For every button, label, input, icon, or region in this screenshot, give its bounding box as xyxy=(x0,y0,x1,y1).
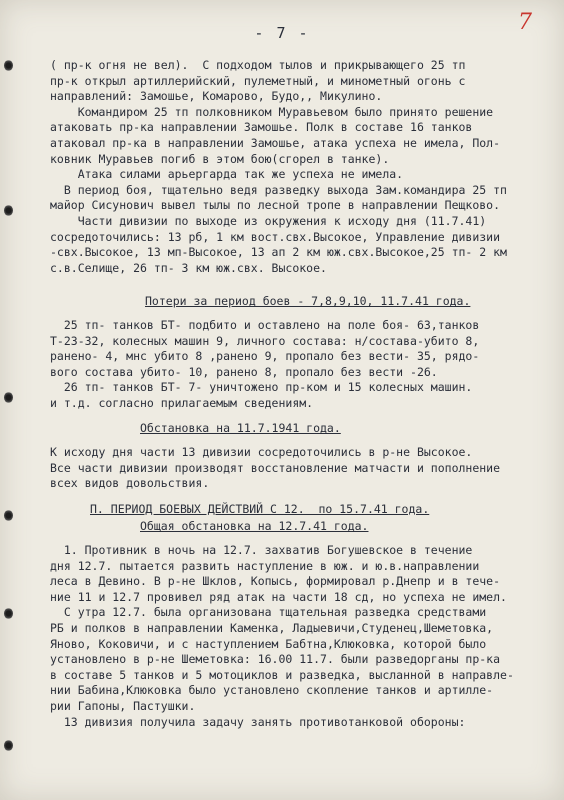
text-line: ние 11 и 12.7 провивел ряд атак на части 18 сд, но успеха не имел. xyxy=(50,589,507,604)
text-line: ранено- 4, мнс убито 8 ,ранено 9, пропало без вести- 35, рядо- xyxy=(50,349,480,364)
heading-situation: Обстановка на 11.7.1941 года. xyxy=(140,421,341,436)
heading-section-2: П. ПЕРИОД БОЕВЫХ ДЕЙСТВИЙ С 12. по 15.7.41 года. xyxy=(90,501,430,516)
heading-general-situation: Общая обстановка на 12.7.41 года. xyxy=(140,519,369,534)
text-line: атаковать пр-ка направлении Замошье. Полк в составе 16 танков xyxy=(50,120,473,135)
text-line: леса в Девино. В р-не Шклов, Копысь, формировал р.Днепр и в тече- xyxy=(50,574,501,589)
text-line: Части дивизии по выходе из окружения к исходу дня (11.7.41) xyxy=(50,213,487,228)
text-line: направлений: Замошье, Комарово, Будо,, Микулино. xyxy=(50,89,383,104)
archive-number-handwritten: 7 xyxy=(518,10,532,35)
text-line: С утра 12.7. была организована тщательная разведка средствами xyxy=(50,605,487,620)
text-line: ( пр-к огня не вел). С подходом тылов и прикрывающего 25 тп xyxy=(50,58,466,72)
text-line: сосредоточились: 13 рб, 1 км вост.свх.Высокое, Управление дивизии xyxy=(50,229,501,244)
text-line: пр-к открыл артиллерийский, пулеметный, и минометный огонь с xyxy=(50,73,466,88)
text-line: В период боя, тщательно ведя разведку выхода Зам.командира 25 тп xyxy=(50,182,507,197)
paragraph-block-1 xyxy=(50,58,544,276)
text-line: вого состава убито- 10, ранено 8, пропало без вести -26. xyxy=(50,364,438,379)
text-line: дня 12.7. пытается развить наступление в юж. и ю.в.направлении xyxy=(50,558,480,573)
text-line: майор Сисунович вывел тылы по лесной тропе в направлении Пещково. xyxy=(50,198,501,213)
binding-hole xyxy=(4,510,13,521)
text-line: нии Бабина,Клюковка было установлено скопление танков и артилле- xyxy=(50,683,494,698)
binding-hole xyxy=(4,205,13,216)
paragraph-block-2 xyxy=(50,318,544,412)
binding-hole xyxy=(4,608,13,619)
text-line: Т-23-32, колесных машин 9, личного состава: н/состава-убито 8, xyxy=(50,333,480,348)
text-line: Все части дивизии производят восстановление матчасти и пополнение xyxy=(50,460,501,475)
text-line: установлено в р-не Шеметовка: 16.00 11.7. были разведорганы пр-ка xyxy=(50,652,501,667)
page-number: - 7 - xyxy=(254,24,310,42)
paragraph-block-3 xyxy=(50,445,544,492)
document-body xyxy=(50,58,544,730)
text-line: всех видов довольствия. xyxy=(50,476,210,491)
text-line: и т.д. согласно прилагаемым сведениям. xyxy=(50,395,314,410)
text-line: с.в.Селище, 26 тп- 3 км юж.свх. Высокое. xyxy=(50,260,327,275)
text-line: Атака силами арьергарда так же успеха не имела. xyxy=(50,167,404,182)
binding-hole xyxy=(4,60,13,71)
paragraph-block-4 xyxy=(50,543,544,730)
text-line: Яново, Коковичи, и с наступлением Бабтна,Клюковка, которой было xyxy=(50,636,487,651)
text-line: -свх.Высокое, 13 мп-Высокое, 13 ап 2 км юж.свх.Высокое,25 тп- 2 км xyxy=(50,245,507,260)
text-line: Командиром 25 тп полковником Муравьевом было принято решение xyxy=(50,104,494,119)
text-line: 25 тп- танков БТ- подбито и оставлено на поле боя- 63,танков xyxy=(50,317,480,332)
binding-hole xyxy=(4,392,13,403)
text-line: 26 тп- танков БТ- 7- уничтожено пр-ком и 15 колесных машин. xyxy=(50,380,473,395)
text-line: 1. Противник в ночь на 12.7. захватив Богушевское в течение xyxy=(50,543,473,558)
text-line: РБ и полков в направлении Каменка, Ладыевичи,Студенец,Шеметовка, xyxy=(50,621,494,635)
text-line: в составе 5 танков и 5 мотоциклов и разведка, высланной в направле- xyxy=(50,667,514,682)
binding-hole xyxy=(4,740,13,751)
text-line: атаковал пр-ка в направлении Замошье, атака успеха не имела, Пол- xyxy=(50,135,501,150)
text-line: ковник Муравьев погиб в этом бою(сгорел в танке). xyxy=(50,151,390,166)
text-line: рии Гапоны, Пастушки. xyxy=(50,698,196,713)
heading-losses: Потери за период боев - 7,8,9,10, 11.7.41 года. xyxy=(145,294,471,309)
text-line: К исходу дня части 13 дивизии сосредоточились в р-не Высокое. xyxy=(50,445,473,460)
text-line: 13 дивизия получила задачу занять противотанковой обороны: xyxy=(50,714,466,729)
